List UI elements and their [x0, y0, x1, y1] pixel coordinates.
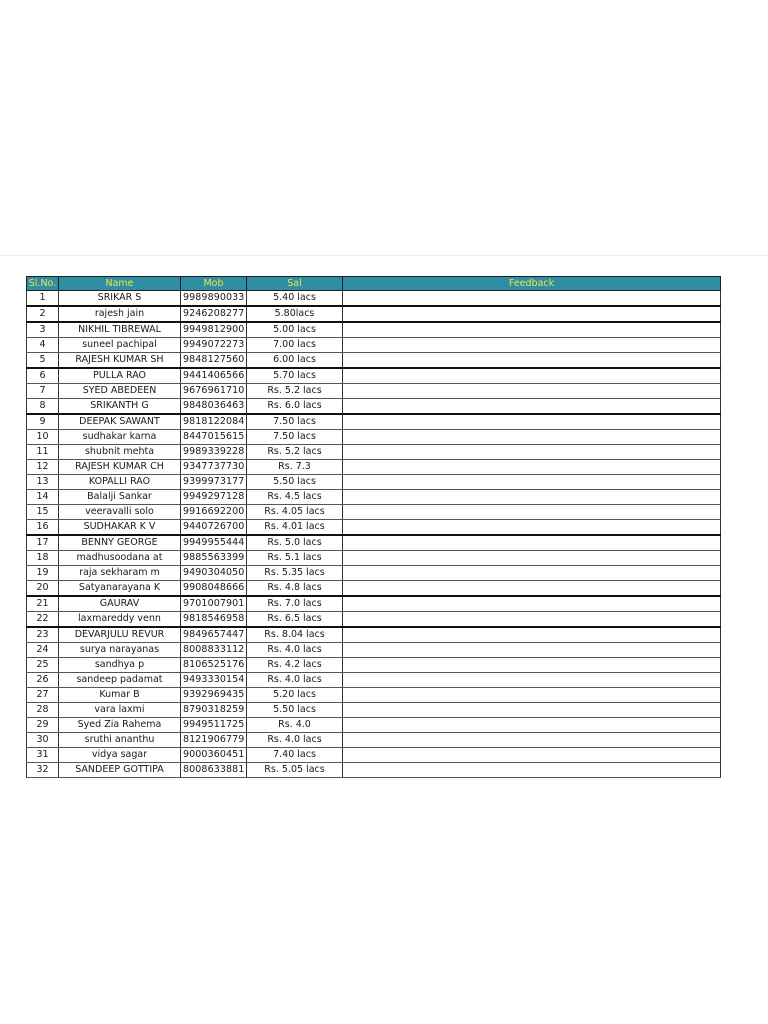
cell-feedback: [343, 505, 721, 520]
cell-sl-no: 13: [27, 475, 59, 490]
header-feedback: Feedback: [343, 277, 721, 291]
table-row: [27, 658, 721, 673]
cell-name: sandhya p: [59, 658, 181, 673]
cell-feedback: [343, 490, 721, 505]
cell-name: madhusoodana at: [59, 551, 181, 566]
cell-feedback: [343, 748, 721, 763]
cell-sal: Rs. 4.05 lacs: [247, 505, 343, 520]
cell-mob: 9848127560: [181, 353, 247, 369]
cell-sal: Rs. 7.3: [247, 460, 343, 475]
header-sal: Sal: [247, 277, 343, 291]
cell-name: KOPALLI RAO: [59, 475, 181, 490]
cell-mob: 8121906779: [181, 733, 247, 748]
cell-sal: Rs. 4.0 lacs: [247, 643, 343, 658]
cell-mob: 9392969435: [181, 688, 247, 703]
table-row: [27, 322, 721, 338]
table-row: [27, 535, 721, 551]
cell-sl-no: 29: [27, 718, 59, 733]
table-row: [27, 490, 721, 505]
cell-name: SYED ABEDEEN: [59, 384, 181, 399]
table-row: [27, 291, 721, 307]
cell-mob: 9441406566: [181, 368, 247, 384]
cell-feedback: [343, 658, 721, 673]
cell-name: vara laxmi: [59, 703, 181, 718]
page-divider: [0, 255, 768, 256]
cell-sl-no: 14: [27, 490, 59, 505]
cell-mob: 9399973177: [181, 475, 247, 490]
cell-name: NIKHIL TIBREWAL: [59, 322, 181, 338]
table-row: [27, 673, 721, 688]
cell-feedback: [343, 368, 721, 384]
table-body: [27, 291, 721, 778]
cell-feedback: [343, 703, 721, 718]
cell-mob: 8447015615: [181, 430, 247, 445]
cell-mob: 9885563399: [181, 551, 247, 566]
table-row: [27, 551, 721, 566]
table-row: [27, 688, 721, 703]
table-header-row: [27, 277, 721, 291]
cell-sal: Rs. 8.04 lacs: [247, 627, 343, 643]
cell-feedback: [343, 322, 721, 338]
cell-name: Satyanarayana K: [59, 581, 181, 597]
cell-name: suneel pachipal: [59, 338, 181, 353]
table-row: [27, 718, 721, 733]
cell-name: surya narayanas: [59, 643, 181, 658]
cell-sal: 5.50 lacs: [247, 703, 343, 718]
cell-feedback: [343, 414, 721, 430]
cell-sl-no: 17: [27, 535, 59, 551]
cell-feedback: [343, 733, 721, 748]
cell-sal: Rs. 6.5 lacs: [247, 612, 343, 628]
cell-sal: Rs. 4.0: [247, 718, 343, 733]
cell-sl-no: 3: [27, 322, 59, 338]
cell-name: shubnit mehta: [59, 445, 181, 460]
cell-name: PULLA RAO: [59, 368, 181, 384]
cell-sal: 7.50 lacs: [247, 430, 343, 445]
table-row: [27, 505, 721, 520]
cell-name: veeravalli solo: [59, 505, 181, 520]
cell-name: GAURAV: [59, 596, 181, 612]
cell-sl-no: 4: [27, 338, 59, 353]
cell-sl-no: 22: [27, 612, 59, 628]
table-row: [27, 353, 721, 369]
cell-mob: 9949812900: [181, 322, 247, 338]
cell-sal: 5.80lacs: [247, 306, 343, 322]
cell-mob: 9701007901: [181, 596, 247, 612]
cell-feedback: [343, 763, 721, 778]
cell-feedback: [343, 353, 721, 369]
cell-mob: 8008633881: [181, 763, 247, 778]
cell-name: DEVARJULU REVUR: [59, 627, 181, 643]
cell-sl-no: 2: [27, 306, 59, 322]
cell-mob: 9949297128: [181, 490, 247, 505]
cell-sal: 5.70 lacs: [247, 368, 343, 384]
cell-sl-no: 7: [27, 384, 59, 399]
cell-mob: 8790318259: [181, 703, 247, 718]
cell-feedback: [343, 627, 721, 643]
cell-sl-no: 11: [27, 445, 59, 460]
cell-mob: 9848036463: [181, 399, 247, 415]
cell-sl-no: 10: [27, 430, 59, 445]
cell-sl-no: 32: [27, 763, 59, 778]
cell-mob: 9989339228: [181, 445, 247, 460]
cell-sl-no: 31: [27, 748, 59, 763]
table-row: [27, 475, 721, 490]
cell-sl-no: 18: [27, 551, 59, 566]
cell-feedback: [343, 399, 721, 415]
table-row: [27, 643, 721, 658]
table-row: [27, 384, 721, 399]
cell-sal: 7.00 lacs: [247, 338, 343, 353]
cell-sal: 6.00 lacs: [247, 353, 343, 369]
cell-sl-no: 5: [27, 353, 59, 369]
table-row: [27, 581, 721, 597]
cell-sal: Rs. 5.1 lacs: [247, 551, 343, 566]
cell-sal: 5.20 lacs: [247, 688, 343, 703]
table-row: [27, 430, 721, 445]
table-row: [27, 566, 721, 581]
cell-name: raja sekharam m: [59, 566, 181, 581]
table-row: [27, 627, 721, 643]
cell-feedback: [343, 430, 721, 445]
table-row: [27, 445, 721, 460]
table-row: [27, 460, 721, 475]
cell-feedback: [343, 445, 721, 460]
cell-feedback: [343, 306, 721, 322]
cell-name: RAJESH KUMAR CH: [59, 460, 181, 475]
table-row: [27, 612, 721, 628]
cell-name: sudhakar karna: [59, 430, 181, 445]
cell-feedback: [343, 551, 721, 566]
cell-sal: 7.40 lacs: [247, 748, 343, 763]
cell-feedback: [343, 612, 721, 628]
cell-mob: 8106525176: [181, 658, 247, 673]
header-mob: Mob: [181, 277, 247, 291]
cell-sal: Rs. 4.0 lacs: [247, 733, 343, 748]
cell-name: sruthi ananthu: [59, 733, 181, 748]
cell-feedback: [343, 291, 721, 307]
cell-name: laxmareddy venn: [59, 612, 181, 628]
table-row: [27, 748, 721, 763]
candidate-table: [26, 276, 721, 778]
table-row: [27, 338, 721, 353]
cell-name: rajesh jain: [59, 306, 181, 322]
cell-mob: 9440726700: [181, 520, 247, 536]
table-row: [27, 733, 721, 748]
cell-feedback: [343, 520, 721, 536]
cell-sal: Rs. 6.0 lacs: [247, 399, 343, 415]
cell-sal: Rs. 4.2 lacs: [247, 658, 343, 673]
cell-mob: 9818546958: [181, 612, 247, 628]
cell-name: Balalji Sankar: [59, 490, 181, 505]
cell-name: vidya sagar: [59, 748, 181, 763]
cell-feedback: [343, 566, 721, 581]
cell-sal: Rs. 5.35 lacs: [247, 566, 343, 581]
cell-name: Kumar B: [59, 688, 181, 703]
header-sl-no: Sl.No.: [27, 277, 59, 291]
header-name: Name: [59, 277, 181, 291]
cell-sl-no: 15: [27, 505, 59, 520]
cell-sal: Rs. 5.05 lacs: [247, 763, 343, 778]
cell-sal: Rs. 4.5 lacs: [247, 490, 343, 505]
table-row: [27, 763, 721, 778]
cell-sl-no: 20: [27, 581, 59, 597]
cell-sl-no: 21: [27, 596, 59, 612]
cell-name: SANDEEP GOTTIPA: [59, 763, 181, 778]
cell-sl-no: 19: [27, 566, 59, 581]
cell-mob: 9493330154: [181, 673, 247, 688]
cell-sl-no: 25: [27, 658, 59, 673]
cell-name: SUDHAKAR K V: [59, 520, 181, 536]
cell-mob: 9949955444: [181, 535, 247, 551]
table-row: [27, 520, 721, 536]
cell-mob: 9989890033: [181, 291, 247, 307]
cell-mob: 9849657447: [181, 627, 247, 643]
cell-mob: 9000360451: [181, 748, 247, 763]
cell-mob: 9246208277: [181, 306, 247, 322]
cell-name: DEEPAK SAWANT: [59, 414, 181, 430]
cell-name: SRIKAR S: [59, 291, 181, 307]
cell-sal: 5.40 lacs: [247, 291, 343, 307]
cell-sl-no: 23: [27, 627, 59, 643]
cell-sl-no: 26: [27, 673, 59, 688]
cell-mob: 9916692200: [181, 505, 247, 520]
cell-feedback: [343, 718, 721, 733]
cell-sl-no: 1: [27, 291, 59, 307]
table-row: [27, 368, 721, 384]
cell-feedback: [343, 384, 721, 399]
cell-name: RAJESH KUMAR SH: [59, 353, 181, 369]
table-row: [27, 399, 721, 415]
cell-sal: Rs. 5.2 lacs: [247, 384, 343, 399]
cell-feedback: [343, 596, 721, 612]
cell-mob: 9676961710: [181, 384, 247, 399]
cell-sal: Rs. 4.8 lacs: [247, 581, 343, 597]
cell-sal: Rs. 4.0 lacs: [247, 673, 343, 688]
cell-mob: 9347737730: [181, 460, 247, 475]
table-row: [27, 306, 721, 322]
cell-sl-no: 9: [27, 414, 59, 430]
table-row: [27, 596, 721, 612]
cell-sl-no: 6: [27, 368, 59, 384]
cell-sal: Rs. 4.01 lacs: [247, 520, 343, 536]
cell-sal: Rs. 5.2 lacs: [247, 445, 343, 460]
cell-sal: 5.00 lacs: [247, 322, 343, 338]
cell-sl-no: 16: [27, 520, 59, 536]
cell-sl-no: 27: [27, 688, 59, 703]
cell-sl-no: 28: [27, 703, 59, 718]
cell-sal: 5.50 lacs: [247, 475, 343, 490]
cell-feedback: [343, 643, 721, 658]
cell-feedback: [343, 581, 721, 597]
cell-mob: 9949511725: [181, 718, 247, 733]
table-row: [27, 414, 721, 430]
cell-sal: Rs. 5.0 lacs: [247, 535, 343, 551]
cell-feedback: [343, 475, 721, 490]
cell-feedback: [343, 535, 721, 551]
cell-name: Syed Zia Rahema: [59, 718, 181, 733]
cell-sl-no: 30: [27, 733, 59, 748]
cell-mob: 8008833112: [181, 643, 247, 658]
cell-sl-no: 24: [27, 643, 59, 658]
cell-name: sandeep padamat: [59, 673, 181, 688]
cell-sal: 7.50 lacs: [247, 414, 343, 430]
cell-mob: 9908048666: [181, 581, 247, 597]
cell-mob: 9490304050: [181, 566, 247, 581]
cell-sal: Rs. 7.0 lacs: [247, 596, 343, 612]
cell-feedback: [343, 673, 721, 688]
cell-mob: 9818122084: [181, 414, 247, 430]
cell-feedback: [343, 688, 721, 703]
cell-mob: 9949072273: [181, 338, 247, 353]
table-row: [27, 703, 721, 718]
cell-feedback: [343, 338, 721, 353]
cell-sl-no: 12: [27, 460, 59, 475]
cell-name: BENNY GEORGE: [59, 535, 181, 551]
cell-feedback: [343, 460, 721, 475]
cell-name: SRIKANTH G: [59, 399, 181, 415]
cell-sl-no: 8: [27, 399, 59, 415]
